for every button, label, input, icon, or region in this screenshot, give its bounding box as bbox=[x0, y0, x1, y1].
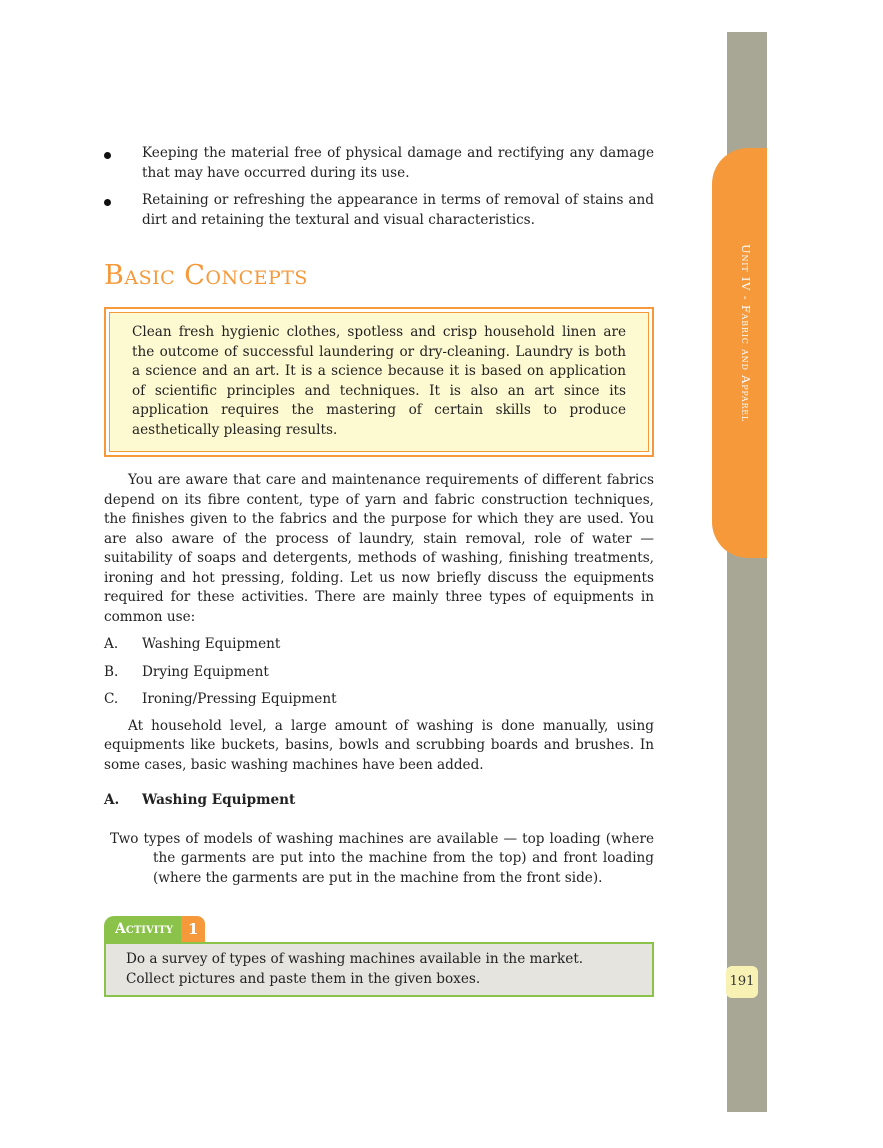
bullet-text: Keeping the material free of physical damage and rectifying any damage that may have occurred during its use. bbox=[142, 145, 654, 181]
bullet-text: Retaining or refreshing the appearance in terms of removal of stains and dirt and retaining the textural and visual characteristics. bbox=[142, 192, 654, 228]
list-text: Drying Equipment bbox=[142, 663, 269, 680]
activity-number: 1 bbox=[181, 916, 205, 942]
list-letter: C. bbox=[104, 691, 119, 707]
activity-text: Do a survey of types of washing machines available in the market. Collect pictures and paste them in the given boxes. bbox=[126, 951, 584, 987]
concept-box bbox=[104, 307, 654, 457]
list-item bbox=[104, 663, 654, 683]
concept-box-inner bbox=[109, 312, 649, 452]
activity-block bbox=[104, 916, 654, 997]
list-item bbox=[104, 690, 654, 710]
activity-box bbox=[104, 942, 654, 997]
bullet-item bbox=[104, 191, 654, 230]
list-letter: A. bbox=[104, 636, 119, 652]
page-content bbox=[104, 144, 654, 997]
paragraph: You are aware that care and maintenance requirements of different fabrics depend on its fibre content, type of yarn and fabric construction techniques, the finishes given to the fabrics and the purpose for which they are used. You are also aware of the process of laundry, stain removal, role of water — suitability of soaps and detergents, methods of washing, finishing treatments, ironing and hot pressing, folding. Let us now briefly discuss the equipments required for these activities. There are mainly three types of equipments in common use: bbox=[104, 472, 654, 625]
list-item bbox=[104, 635, 654, 655]
paragraph: Two types of models of washing machines are available — top loading (where the garments are put into the machine from the top) and front loading (where the garments are put in the machine from the front side). bbox=[110, 830, 654, 886]
list-letter: B. bbox=[104, 663, 119, 680]
list-text: Washing Equipment bbox=[142, 636, 281, 652]
activity-label: Activity bbox=[104, 916, 181, 942]
bullet-icon bbox=[104, 199, 111, 206]
bullet-item bbox=[104, 144, 654, 183]
subheading-text: Washing Equipment bbox=[142, 792, 296, 808]
paragraph: At household level, a large amount of washing is done manually, using equipments like buckets, basins, bowls and scrubbing boards and brushes. In some cases, basic washing machines have been added. bbox=[104, 717, 654, 773]
bullet-icon bbox=[104, 152, 111, 159]
section-title: Basic Concepts bbox=[104, 260, 308, 291]
concept-box-text: Clean fresh hygienic clothes, spotless and crisp household linen are the outcome of successful laundering or dry-cleaning. Laundry is both a science and an art. It is a science because it is based on application of scientific principles and techniques. It is also an art since its application requires the mastering of certain skills to produce aesthetically pleasing results. bbox=[132, 324, 626, 438]
page-number: 191 bbox=[726, 966, 758, 998]
unit-label: Unit IV - Fabric and Apparel bbox=[739, 244, 753, 423]
subheading bbox=[104, 791, 654, 811]
activity-tab bbox=[104, 916, 654, 942]
list-text: Ironing/Pressing Equipment bbox=[142, 691, 337, 707]
subheading-letter: A. bbox=[104, 792, 120, 808]
